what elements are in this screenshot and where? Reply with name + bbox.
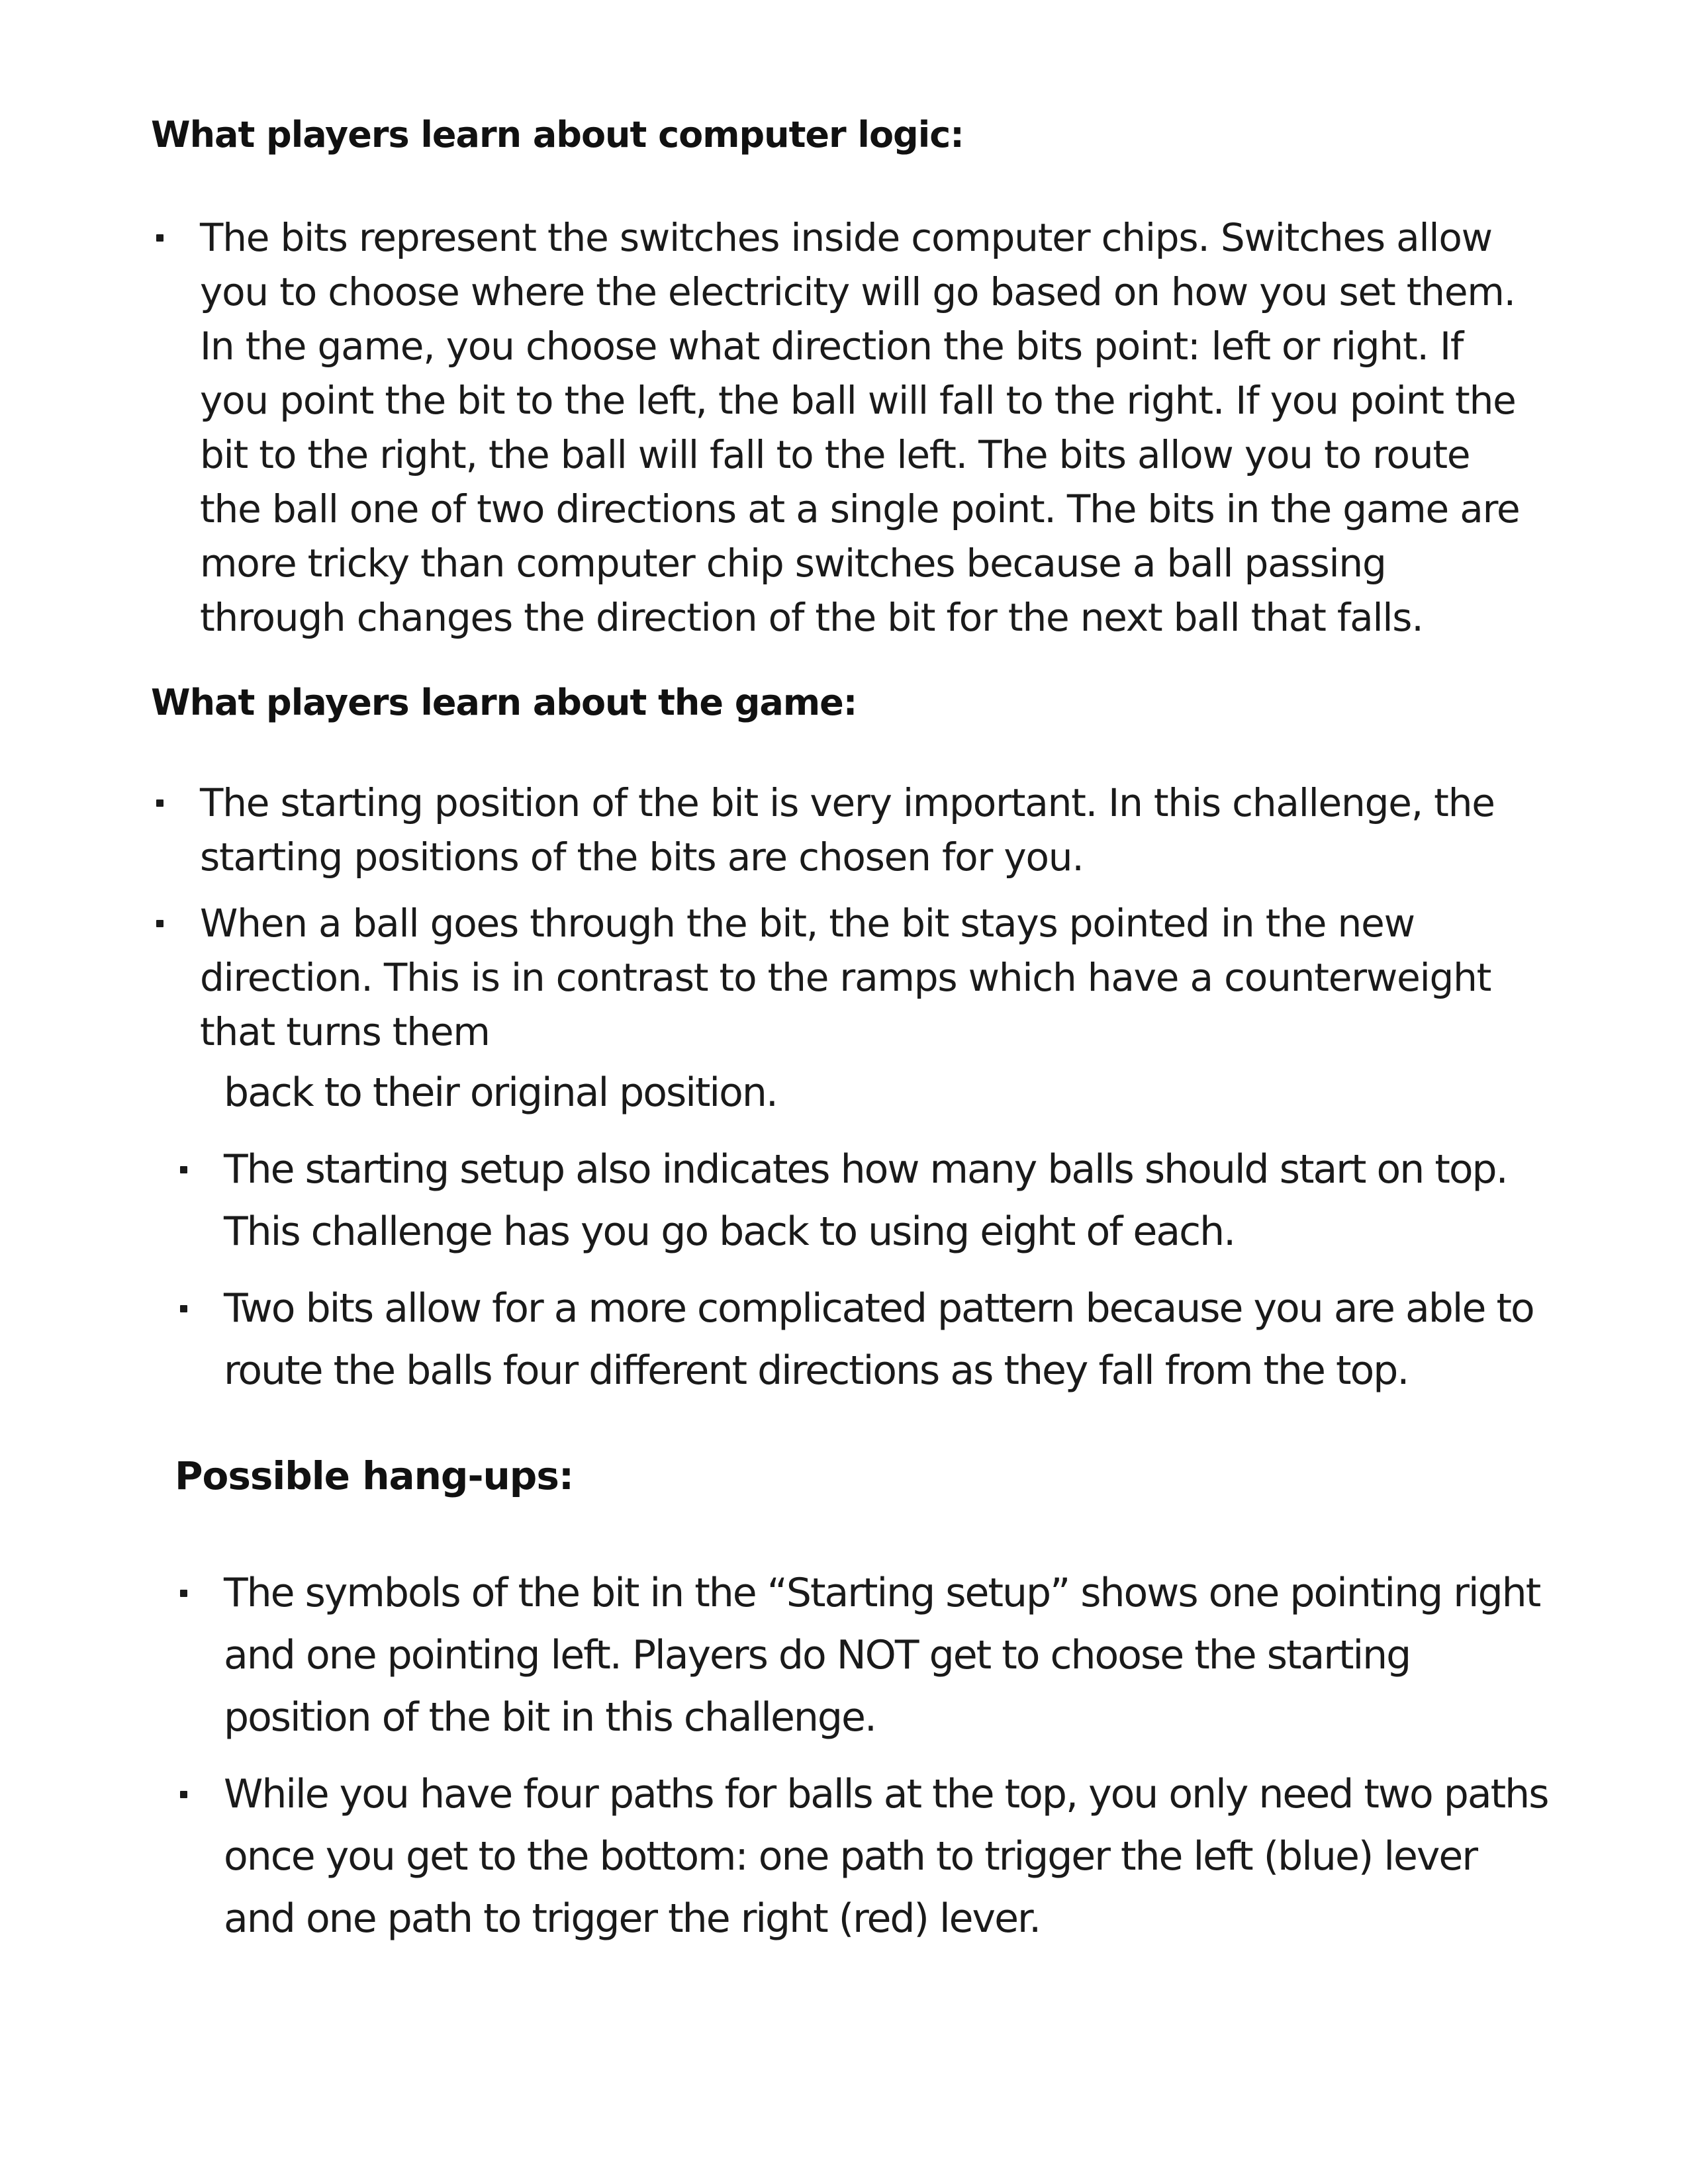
bullet-icon [180, 1166, 187, 1173]
section-game-list [151, 776, 1541, 1059]
bullet-icon [180, 1305, 187, 1312]
bullet-list [151, 210, 1541, 645]
section-computer-logic [151, 114, 1541, 156]
list-item [151, 210, 1541, 645]
section-game-list-continued [175, 1138, 1552, 1402]
bullet-list [175, 1138, 1552, 1402]
list-item-text: The symbols of the bit in the “Starting setup” shows one pointing right and one pointing left. Players do NOT get to choose the starting position of the bit in this challenge. [224, 1570, 1540, 1741]
list-item [175, 1763, 1552, 1950]
list-item [175, 1277, 1552, 1402]
section-game [151, 682, 1541, 723]
list-item [151, 776, 1541, 884]
list-item-text: The starting position of the bit is very important. In this challenge, the starting positions of the bits are chosen for you. [200, 780, 1495, 880]
list-item [151, 896, 1541, 1059]
list-item-text: While you have four paths for balls at the top, you only need two paths once you get to the bottom: one path to trigger the left (blue) lever and one path to trigger the right (red) lever. [224, 1771, 1548, 1942]
bullet-icon [156, 799, 164, 807]
section-heading: Possible hang-ups: [175, 1453, 574, 1498]
list-item-text: The starting setup also indicates how many balls should start on top. This challenge has you go back to using eight of each. [224, 1146, 1507, 1255]
section-heading: What players learn about computer logic: [151, 114, 964, 156]
section-hang-ups-list [175, 1562, 1552, 1950]
section-computer-logic-list [151, 210, 1541, 645]
bullet-icon [180, 1590, 187, 1597]
list-item [175, 1562, 1552, 1749]
section-heading: What players learn about the game: [151, 682, 857, 723]
bullet-icon [156, 234, 164, 242]
list-item-text: Two bits allow for a more complicated pattern because you are able to route the balls four different directions as they fall from the top. [224, 1285, 1534, 1394]
list-item [175, 1138, 1552, 1263]
bullet-icon [180, 1791, 187, 1798]
list-item-text: The bits represent the switches inside computer chips. Switches allow you to choose where the electricity will go based on how you set them. In the game, you choose what direction the bits point: left or right. If you point the bit to the left, the ball will fall to the right. If you point the bit to the right, the ball will fall to the left. The bits allow you to route the ball one of two directions at a single point. The bits in the game are more tricky than computer chip switches because a ball passing through changes the direction of the bit for the next ball that falls. [200, 215, 1520, 640]
section-hang-ups [175, 1453, 1552, 1498]
list-item-continuation: back to their original position. [224, 1069, 777, 1116]
bullet-list [151, 776, 1541, 1059]
bullet-list [175, 1562, 1552, 1950]
bullet-icon [156, 920, 164, 927]
list-item-text: When a ball goes through the bit, the bit stays pointed in the new direction. This is in contrast to the ramps which have a counterweight that turns them [200, 901, 1491, 1054]
